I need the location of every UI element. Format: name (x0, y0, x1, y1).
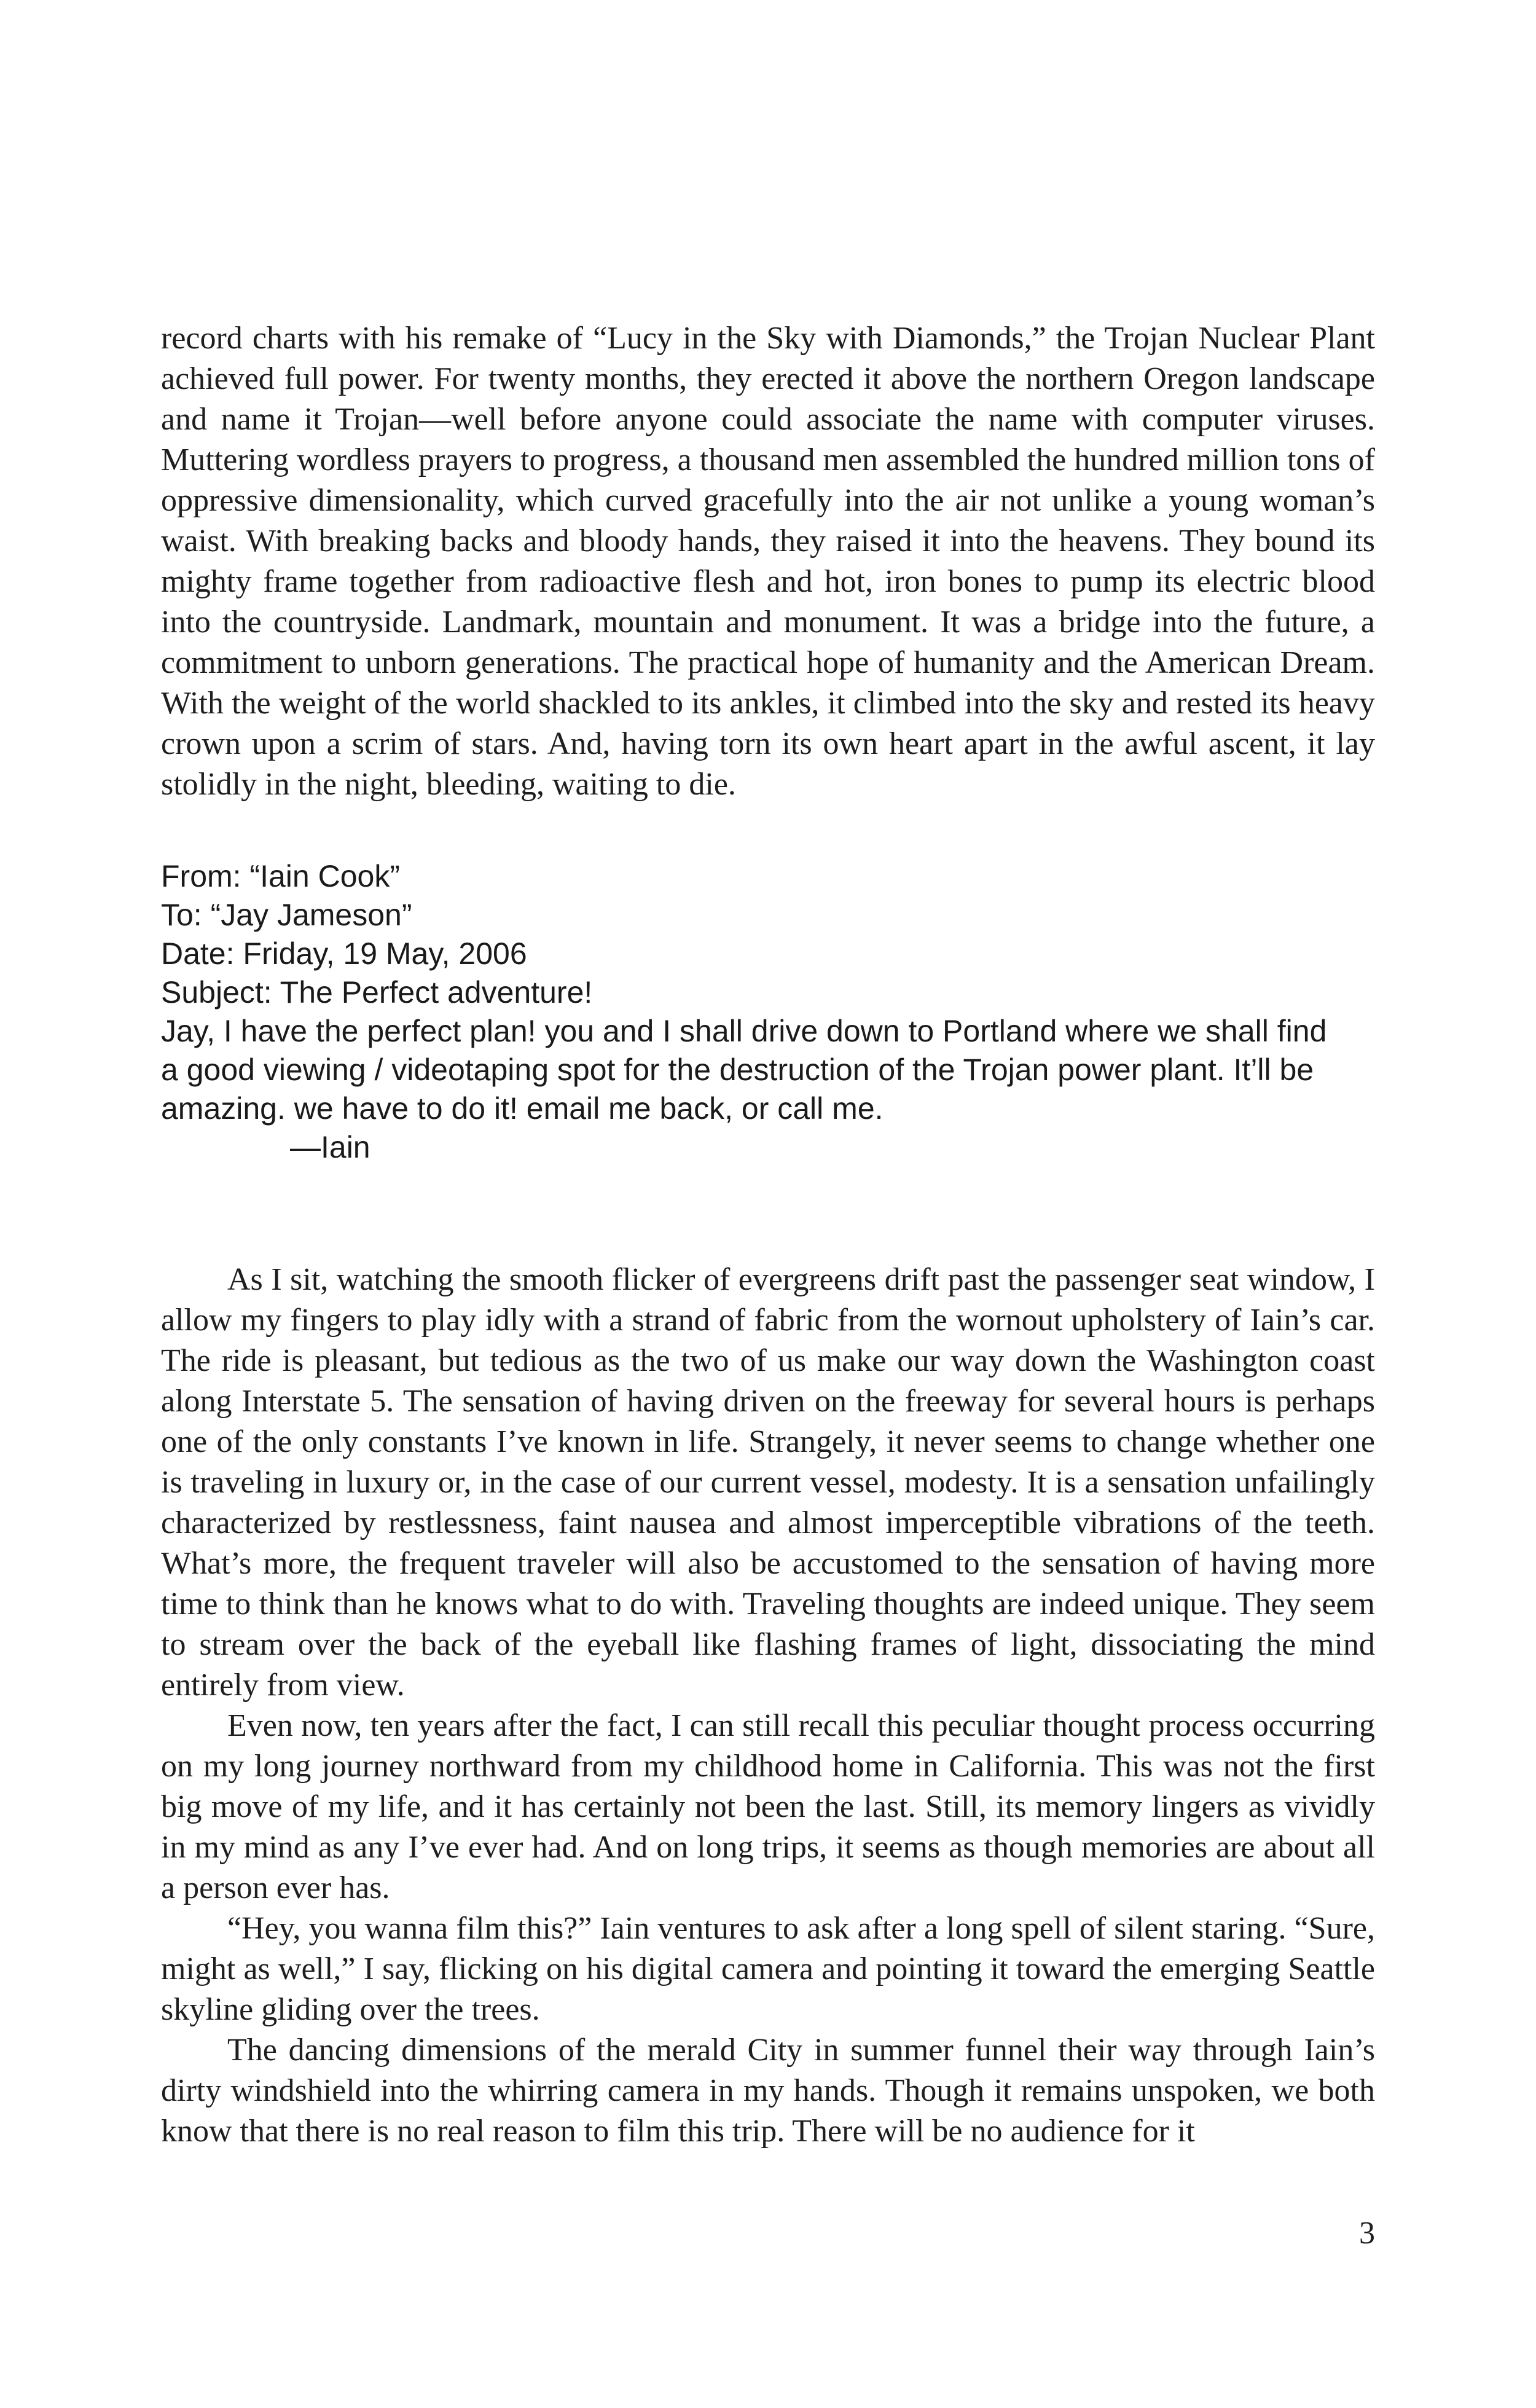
email-block (161, 857, 1375, 1167)
narrative-section (161, 1260, 1375, 2152)
email-from: From: “Iain Cook” (161, 859, 400, 893)
email-subject: Subject: The Perfect adventure! (161, 975, 593, 1010)
opening-paragraph: record charts with his remake of “Lucy in the Sky with Diamonds,” the Trojan Nuclear Plant achieved full power. For twenty months, they erected it above the northern Oregon landscape and name it Trojan—well before anyone could associate the name with computer viruses. Muttering wordless prayers to progress, a thousand men assembled the hundred million tons of oppressive dimensionality, which curved gracefully into the air not unlike a young woman’s waist. With breaking backs and bloody hands, they raised it into the heavens. They bound its mighty frame together from radioactive flesh and hot, iron bones to pump its electric blood into the countryside. Landmark, mountain and monument. It was a bridge into the future, a commitment to unborn generations. The practical hope of humanity and the American Dream. With the weight of the world shackled to its ankles, it climbed into the sky and rested its heavy crown upon a scrim of stars. And, having torn its own heart apart in the awful ascent, it lay stolidly in the night, bleeding, waiting to die. (161, 321, 1375, 802)
email-signature: —Iain (290, 1130, 370, 1164)
page-number: 3 (1359, 2216, 1375, 2251)
email-date: Date: Friday, 19 May, 2006 (161, 936, 527, 971)
narrative-paragraph: The dancing dimensions of the merald City in summer funnel their way through Iain’s dirty windshield into the whirring camera in my hands. Though it remains unspoken, we both know that there is no real reason to film this trip. There will be no audience for it (161, 2033, 1375, 2149)
email-to: To: “Jay Jameson” (161, 898, 412, 932)
email-body: Jay, I have the perfect plan! you and I shall drive down to Portland where we shall find a good viewing / videotaping spot for the destruction of the Trojan power plant. It’ll be amazing. we have to do it! email me back, or call me. (161, 1014, 1327, 1126)
narrative-paragraph: “Hey, you wanna film this?” Iain ventures to ask after a long spell of silent staring. “Sure, might as well,” I say, flicking on his digital camera and pointing it toward the emerging Seattle skyline gliding over the trees. (161, 1911, 1375, 2027)
narrative-paragraph: Even now, ten years after the fact, I can still recall this peculiar thought process occurring on my long journey northward from my childhood home in California. This was not the first big move of my life, and it has certainly not been the last. Still, its memory lingers as vividly in my mind as any I’ve ever had. And on long trips, it seems as though memories are about all a person ever has. (161, 1708, 1375, 1905)
narrative-paragraph: As I sit, watching the smooth flicker of evergreens drift past the passenger seat window, I allow my fingers to play idly with a strand of fabric from the wornout upholstery of Iain’s car. The ride is pleasant, but tedious as the two of us make our way down the Washington coast along Interstate 5. The sensation of having driven on the freeway for several hours is perhaps one of the only constants I’ve known in life. Strangely, it never seems to change whether one is traveling in luxury or, in the case of our current vessel, modesty. It is a sensation unfailingly characterized by restlessness, faint nausea and almost imperceptible vibrations of the teeth. What’s more, the frequent traveler will also be accustomed to the sensation of having more time to think than he knows what to do with. Traveling thoughts are indeed unique. They seem to stream over the back of the eyeball like flashing frames of light, dissociating the mind entirely from view. (161, 1262, 1375, 1703)
